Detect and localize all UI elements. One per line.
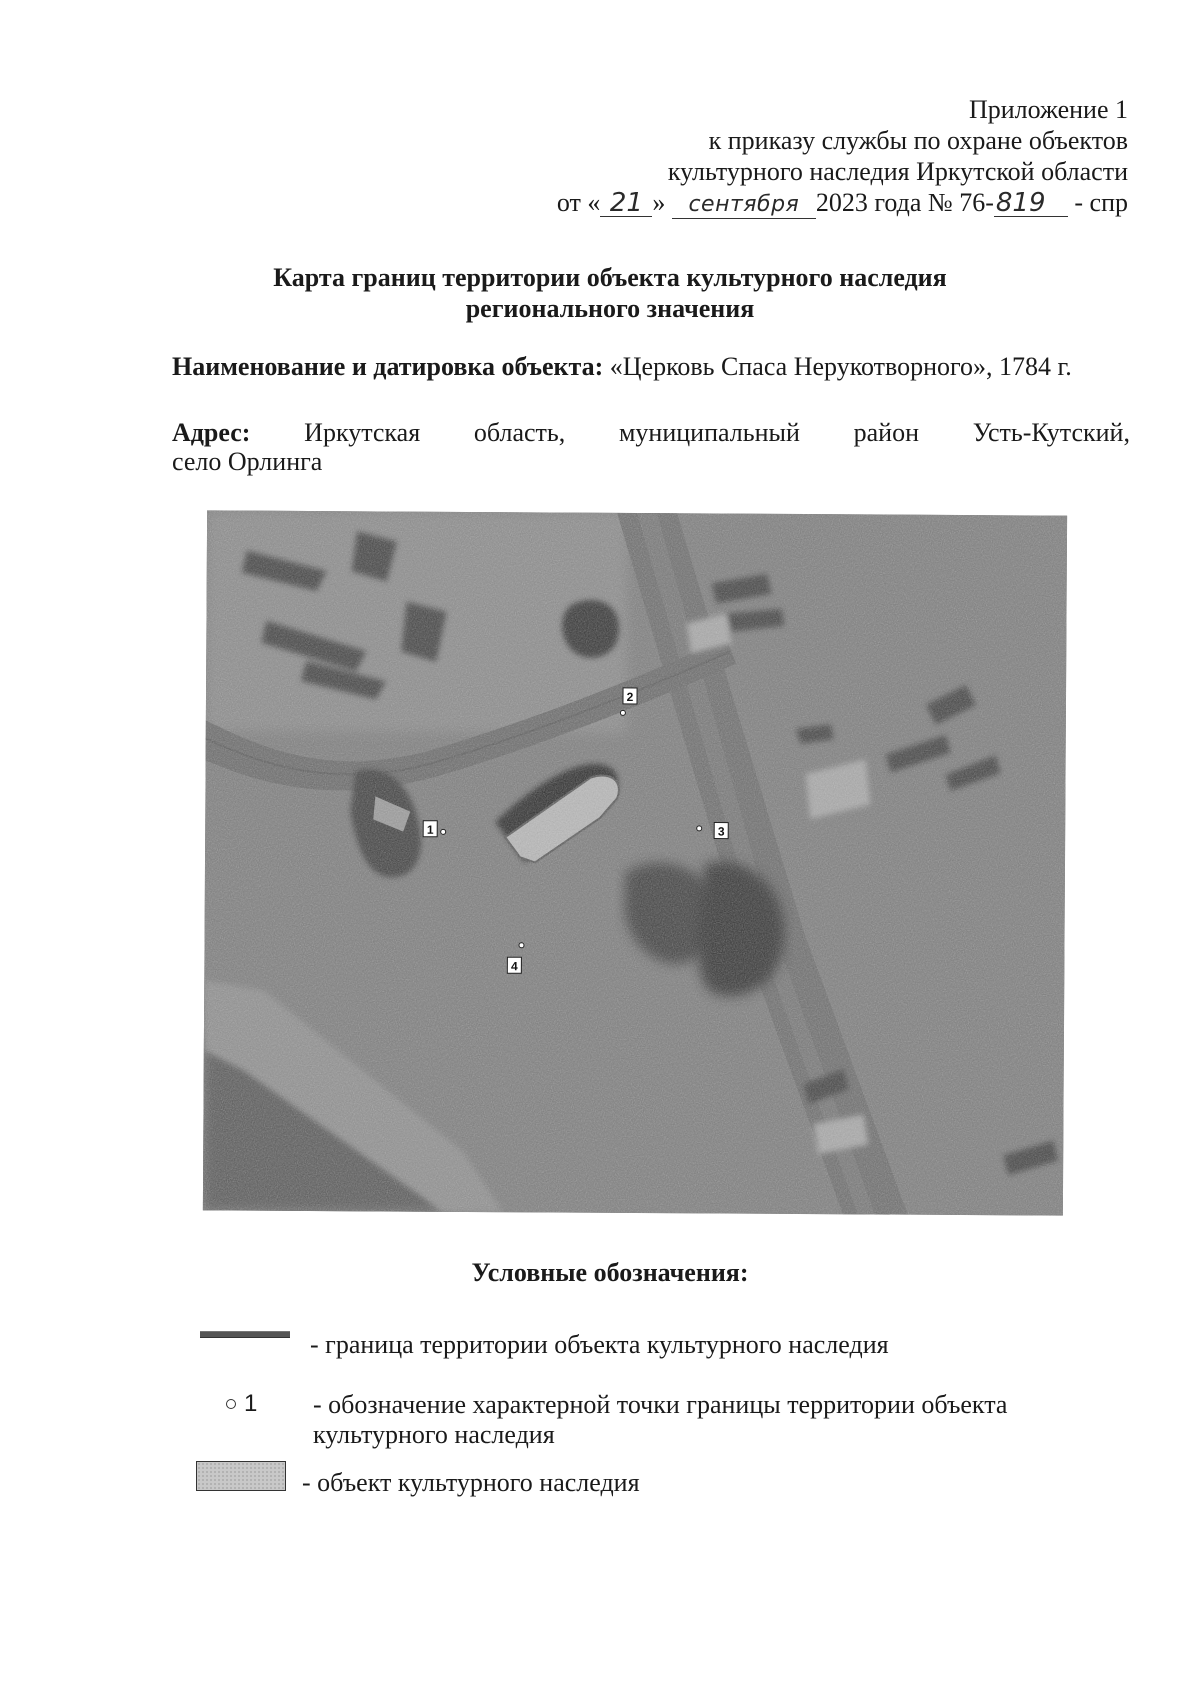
object-name-block xyxy=(172,352,1130,381)
legend-boundary-line-sample xyxy=(200,1331,290,1338)
address-label: Адрес: xyxy=(172,418,251,447)
object-value: «Церковь Спаса Нерукотворного», 1784 г. xyxy=(609,352,1072,381)
legend-object-swatch xyxy=(196,1461,286,1491)
legend-point-sample xyxy=(226,1390,257,1418)
object-label: Наименование и датировка объекта: xyxy=(172,352,604,381)
handwritten-day: 21 xyxy=(600,190,652,217)
point-marker xyxy=(620,710,625,715)
address-word: муниципальный xyxy=(618,418,800,447)
point-label: 3 xyxy=(717,824,725,839)
address-line-1 xyxy=(172,418,1130,447)
date-mid: » xyxy=(652,188,666,217)
legend-point-text-line-2: культурного наследия xyxy=(313,1420,555,1449)
appendix-line-3: культурного наследия Иркутской области xyxy=(667,157,1128,186)
point-marker xyxy=(519,943,524,948)
address-block xyxy=(172,418,1130,476)
point-marker xyxy=(441,829,446,834)
legend-title: Условные обозначения: xyxy=(471,1258,749,1287)
appendix-line-2: к приказу службы по охране объектов xyxy=(708,126,1128,155)
handwritten-order-number: 819 xyxy=(994,190,1068,217)
point-label: 4 xyxy=(510,959,518,974)
document-title xyxy=(160,262,1060,324)
title-line-1: Карта границ территории объекта культурного наследия xyxy=(273,263,947,292)
address-word: район xyxy=(853,418,919,447)
point-label: 2 xyxy=(626,689,634,704)
legend-boundary-text: - граница территории объекта культурного наследия xyxy=(310,1330,889,1359)
legend-point-text xyxy=(313,1390,1113,1450)
handwritten-month: сентября xyxy=(672,192,816,219)
map-svg xyxy=(203,510,1067,1215)
legend-point-text-line-1: - обозначение характерной точки границы территории объекта xyxy=(313,1390,1008,1419)
map-grain xyxy=(203,510,1067,1215)
order-date-line xyxy=(368,187,1128,219)
appendix-header xyxy=(368,94,1128,219)
address-word: Усть-Кутский, xyxy=(972,418,1130,447)
address-word: область, xyxy=(473,418,566,447)
date-year-text: 2023 года № 76- xyxy=(815,188,994,217)
appendix-title: Приложение 1 xyxy=(968,95,1128,124)
legend-object-text: - объект культурного наследия xyxy=(302,1468,640,1497)
date-prefix: от « xyxy=(556,188,601,217)
point-circle-icon xyxy=(226,1399,236,1409)
satellite-map xyxy=(203,510,1067,1215)
address-word: Иркутская xyxy=(304,418,421,447)
point-label: 1 xyxy=(426,822,434,837)
title-line-2: регионального значения xyxy=(465,294,755,323)
order-suffix: - спр xyxy=(1074,188,1128,217)
address-line-2: село Орлинга xyxy=(172,447,323,476)
legend-point-number: 1 xyxy=(244,1390,258,1417)
point-marker xyxy=(697,826,702,831)
